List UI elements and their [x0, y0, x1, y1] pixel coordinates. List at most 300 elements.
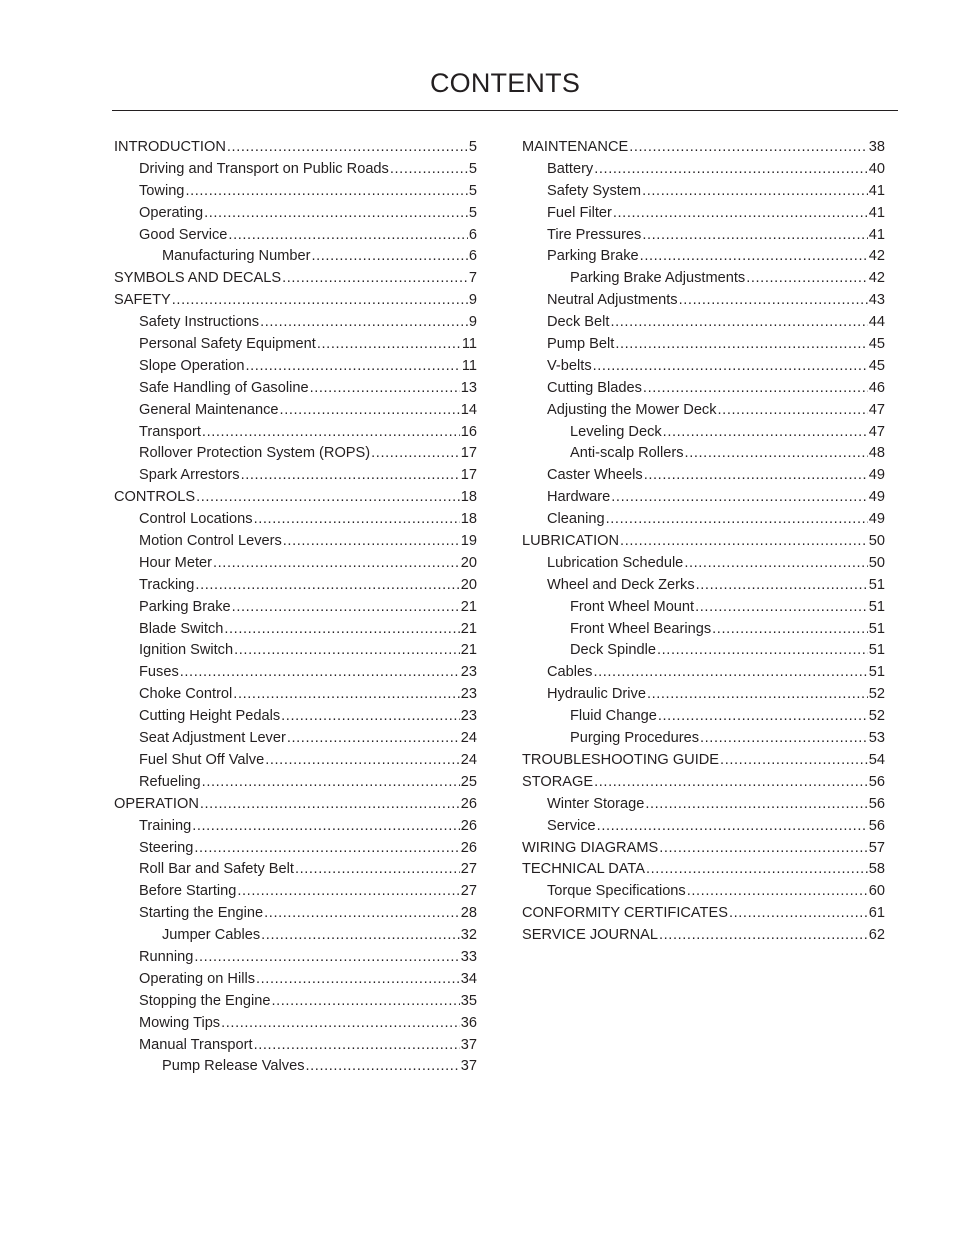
- toc-page-number: 49: [868, 511, 885, 528]
- toc-subsection-entry[interactable]: [114, 334, 477, 356]
- toc-page-number: 21: [460, 620, 477, 637]
- toc-subsection-entry[interactable]: [114, 969, 477, 991]
- toc-entry-title: Manual Transport: [139, 1036, 253, 1053]
- dot-leader: [663, 422, 868, 444]
- toc-subsection-entry[interactable]: [522, 487, 885, 509]
- dot-leader: [311, 246, 467, 268]
- dot-leader: [310, 378, 460, 400]
- toc-entry-title: Lubrication Schedule: [547, 554, 684, 571]
- toc-subsection-entry[interactable]: [114, 181, 477, 203]
- toc-subsection-entry[interactable]: [114, 378, 477, 400]
- toc-entry-title: Ignition Switch: [139, 642, 234, 659]
- toc-entry-title: Cleaning: [547, 511, 605, 528]
- toc-page-number: 20: [460, 576, 477, 593]
- toc-page-number: 6: [468, 248, 477, 265]
- toc-page-number: 11: [461, 357, 477, 374]
- toc-subsection-entry[interactable]: [522, 597, 885, 619]
- toc-subsection-entry[interactable]: [522, 443, 885, 465]
- toc-page-number: 43: [868, 292, 885, 309]
- toc-page-number: 62: [868, 927, 885, 944]
- toc-entry-title: Hydraulic Drive: [547, 686, 646, 703]
- toc-entry-title: Tire Pressures: [547, 226, 642, 243]
- toc-subsection-entry[interactable]: [114, 531, 477, 553]
- toc-subsection-entry[interactable]: [522, 268, 885, 290]
- toc-page-number: 5: [468, 160, 477, 177]
- dot-leader: [265, 750, 460, 772]
- toc-subsection-entry[interactable]: [522, 881, 885, 903]
- dot-leader: [657, 640, 868, 662]
- toc-entry-title: Pump Release Valves: [162, 1058, 305, 1075]
- toc-page-number: 49: [868, 467, 885, 484]
- toc-subsection-entry[interactable]: [114, 706, 477, 728]
- toc-subsection-entry[interactable]: [114, 312, 477, 334]
- toc-entry-title: Before Starting: [139, 883, 237, 900]
- toc-entry-title: Deck Spindle: [570, 642, 656, 659]
- dot-leader: [200, 794, 460, 816]
- toc-entry-title: CONTROLS: [114, 489, 196, 506]
- toc-page-number: 7: [468, 270, 477, 287]
- toc-entry-title: Blade Switch: [139, 620, 224, 637]
- toc-entry-title: Deck Belt: [547, 314, 610, 331]
- toc-entry-title: Purging Procedures: [570, 730, 699, 747]
- dot-leader: [280, 400, 460, 422]
- toc-page-number: 25: [460, 773, 477, 790]
- dot-leader: [610, 312, 867, 334]
- toc-page-number: 37: [460, 1058, 477, 1075]
- dot-leader: [746, 268, 868, 290]
- toc-section-entry[interactable]: [522, 772, 885, 794]
- dot-leader: [729, 903, 868, 925]
- dot-leader: [646, 859, 868, 881]
- toc-page-number: 11: [461, 336, 477, 353]
- toc-section-entry[interactable]: [114, 137, 477, 159]
- toc-section-entry[interactable]: [114, 290, 477, 312]
- toc-section-entry[interactable]: [522, 925, 885, 947]
- toc-subsection-entry[interactable]: [522, 159, 885, 181]
- dot-leader: [658, 706, 868, 728]
- toc-entry-title: Winter Storage: [547, 795, 645, 812]
- toc-page-number: 61: [868, 905, 885, 922]
- toc-page-number: 51: [868, 664, 885, 681]
- toc-subsection-entry[interactable]: [522, 575, 885, 597]
- toc-entry-title: Neutral Adjustments: [547, 292, 678, 309]
- dot-leader: [696, 575, 868, 597]
- toc-subsection-entry[interactable]: [522, 728, 885, 750]
- dot-leader: [593, 356, 868, 378]
- toc-subsection-entry[interactable]: [522, 553, 885, 575]
- dot-leader: [390, 159, 468, 181]
- toc-entry-title: Anti-scalp Rollers: [570, 445, 684, 462]
- toc-entry-title: Training: [139, 817, 192, 834]
- toc-page-number: 41: [868, 226, 885, 243]
- toc-page-number: 40: [868, 160, 885, 177]
- toc-page-number: 47: [868, 423, 885, 440]
- toc-subsection-entry[interactable]: [114, 159, 477, 181]
- toc-entry-title: SERVICE JOURNAL: [522, 927, 658, 944]
- toc-subsection-entry[interactable]: [522, 619, 885, 641]
- dot-leader: [180, 662, 460, 684]
- toc-entry-title: MAINTENANCE: [522, 139, 629, 155]
- toc-page-number: 60: [868, 883, 885, 900]
- dot-leader: [264, 903, 460, 925]
- toc-page-number: 42: [868, 270, 885, 287]
- toc-page-number: 9: [468, 314, 477, 331]
- toc-subsection-entry[interactable]: [522, 794, 885, 816]
- toc-entry-title: Choke Control: [139, 686, 233, 703]
- toc-entry-title: Hour Meter: [139, 554, 212, 571]
- dot-leader: [254, 509, 460, 531]
- dot-leader: [234, 640, 460, 662]
- toc-entry-title: Fuses: [139, 664, 179, 681]
- toc-subsection-entry[interactable]: [114, 947, 477, 969]
- dot-leader: [254, 1035, 460, 1057]
- toc-subsection-entry[interactable]: [522, 312, 885, 334]
- toc-page-number: 6: [468, 226, 477, 243]
- toc-subsection-entry[interactable]: [114, 509, 477, 531]
- toc-section-entry[interactable]: [522, 903, 885, 925]
- toc-subsection-entry[interactable]: [114, 816, 477, 838]
- toc-section-entry[interactable]: [114, 487, 477, 509]
- toc-entry-title: Safe Handling of Gasoline: [139, 379, 309, 396]
- toc-page-number: 5: [468, 182, 477, 199]
- toc-page-number: 52: [868, 686, 885, 703]
- toc-entry-title: Safety Instructions: [139, 314, 260, 331]
- toc-page-number: 13: [460, 379, 477, 396]
- toc-section-entry[interactable]: [522, 750, 885, 772]
- dot-leader: [282, 268, 468, 290]
- dot-leader: [213, 553, 460, 575]
- toc-page-number: 45: [868, 336, 885, 353]
- toc-subsection-entry[interactable]: [522, 640, 885, 662]
- toc-subsection-entry[interactable]: [114, 422, 477, 444]
- toc-entry-title: V-belts: [547, 357, 592, 374]
- dot-leader: [659, 925, 868, 947]
- dot-leader: [613, 203, 868, 225]
- toc-entry-title: Refueling: [139, 773, 201, 790]
- toc-entry-title: Cables: [547, 664, 593, 681]
- toc-entry-title: Front Wheel Bearings: [570, 620, 712, 637]
- toc-entry-title: Steering: [139, 839, 194, 856]
- toc-subsection-entry[interactable]: [522, 816, 885, 838]
- dot-leader: [720, 750, 868, 772]
- dot-leader: [260, 312, 468, 334]
- dot-leader: [317, 334, 461, 356]
- toc-page-number: 56: [868, 773, 885, 790]
- toc-entry-title: Fluid Change: [570, 708, 657, 725]
- toc-entry-title: SAFETY: [114, 292, 171, 309]
- dot-leader: [597, 816, 868, 838]
- dot-leader: [224, 619, 459, 641]
- toc-subsection-entry[interactable]: [114, 443, 477, 465]
- dot-leader: [642, 225, 867, 247]
- toc-entry-title: STORAGE: [522, 773, 594, 790]
- toc-subsection-entry[interactable]: [522, 400, 885, 422]
- toc-page-number: 26: [460, 817, 477, 834]
- toc-page-number: 46: [868, 379, 885, 396]
- toc-page-number: 48: [868, 445, 885, 462]
- toc-entry-title: Wheel and Deck Zerks: [547, 576, 695, 593]
- toc-page-number: 41: [868, 204, 885, 221]
- toc-entry-title: Seat Adjustment Lever: [139, 730, 286, 747]
- toc-page-number: 34: [460, 970, 477, 987]
- toc-page-number: 44: [868, 314, 885, 331]
- toc-subsection-entry[interactable]: [114, 203, 477, 225]
- toc-entry-title: Mowing Tips: [139, 1014, 221, 1031]
- toc-entry-title: LUBRICATION: [522, 533, 620, 550]
- dot-leader: [644, 465, 868, 487]
- toc-page-number: 50: [868, 533, 885, 550]
- toc-entry-title: WIRING DIAGRAMS: [522, 839, 659, 856]
- toc-page-number: 27: [460, 883, 477, 900]
- toc-subsection-entry[interactable]: [114, 750, 477, 772]
- toc-entry-title: Fuel Filter: [547, 204, 612, 221]
- toc-page-number: 42: [868, 248, 885, 265]
- dot-leader: [712, 619, 868, 641]
- toc-entry-title: Parking Brake: [547, 248, 639, 265]
- toc-section-entry[interactable]: [114, 794, 477, 816]
- toc-entry-title: Service: [547, 817, 596, 834]
- toc-entry-title: Driving and Transport on Public Roads: [139, 160, 389, 177]
- toc-page-number: 27: [460, 861, 477, 878]
- toc-entry-title: Spark Arrestors: [139, 467, 240, 484]
- dot-leader: [295, 859, 460, 881]
- toc-subsection-entry[interactable]: [522, 378, 885, 400]
- toc-subsection-entry[interactable]: [114, 465, 477, 487]
- toc-subsection-entry[interactable]: [114, 772, 477, 794]
- toc-subsection-entry[interactable]: [522, 181, 885, 203]
- dot-leader: [233, 684, 459, 706]
- dot-leader: [611, 487, 868, 509]
- toc-subsection-entry[interactable]: [522, 246, 885, 268]
- toc-page-number: 32: [460, 927, 477, 944]
- toc-page-number: 58: [868, 861, 885, 878]
- dot-leader: [371, 443, 460, 465]
- dot-leader: [620, 531, 868, 553]
- toc-page-number: 28: [460, 905, 477, 922]
- dot-leader: [684, 553, 867, 575]
- dot-leader: [172, 290, 468, 312]
- toc-subsection-entry[interactable]: [114, 356, 477, 378]
- toc-subsection-entry[interactable]: [522, 203, 885, 225]
- toc-subsection-entry[interactable]: [114, 925, 477, 947]
- toc-page-number: 19: [460, 533, 477, 550]
- toc-subsection-entry[interactable]: [114, 1056, 477, 1078]
- toc-subsection-entry[interactable]: [114, 728, 477, 750]
- toc-entry-title: Hardware: [547, 489, 611, 506]
- toc-entry-title: Operating on Hills: [139, 970, 255, 987]
- toc-entry-title: Front Wheel Mount: [570, 598, 695, 615]
- toc-subsection-entry[interactable]: [522, 334, 885, 356]
- toc-left-column: [114, 137, 477, 1078]
- toc-section-entry[interactable]: [522, 859, 885, 881]
- dot-leader: [594, 159, 868, 181]
- toc-section-entry[interactable]: [114, 268, 477, 290]
- toc-subsection-entry[interactable]: [114, 553, 477, 575]
- dot-leader: [202, 772, 460, 794]
- dot-leader: [594, 772, 868, 794]
- dot-leader: [287, 728, 460, 750]
- dot-leader: [629, 137, 868, 159]
- dot-leader: [718, 400, 868, 422]
- dot-leader: [695, 597, 868, 619]
- toc-subsection-entry[interactable]: [522, 465, 885, 487]
- toc-entry-title: Running: [139, 948, 194, 965]
- toc-subsection-entry[interactable]: [522, 662, 885, 684]
- dot-leader: [232, 597, 460, 619]
- dot-leader: [192, 816, 460, 838]
- toc-page-number: 17: [460, 467, 477, 484]
- toc-entry-title: Operating: [139, 204, 204, 221]
- toc-subsection-entry[interactable]: [522, 422, 885, 444]
- toc-subsection-entry[interactable]: [114, 246, 477, 268]
- toc-section-entry[interactable]: [522, 531, 885, 553]
- toc-page-number: 16: [460, 423, 477, 440]
- dot-leader: [227, 137, 468, 159]
- dot-leader: [196, 487, 460, 509]
- toc-subsection-entry[interactable]: [114, 838, 477, 860]
- toc-entry-title: Pump Belt: [547, 336, 615, 353]
- dot-leader: [185, 181, 467, 203]
- toc-page-number: 54: [868, 751, 885, 768]
- dot-leader: [202, 422, 460, 444]
- toc-subsection-entry[interactable]: [114, 1035, 477, 1057]
- dot-leader: [659, 838, 868, 860]
- dot-leader: [261, 925, 460, 947]
- toc-entry-title: Cutting Height Pedals: [139, 708, 281, 725]
- toc-subsection-entry[interactable]: [114, 1013, 477, 1035]
- dot-leader: [271, 991, 459, 1013]
- toc-subsection-entry[interactable]: [114, 881, 477, 903]
- dot-leader: [647, 684, 868, 706]
- toc-page-number: 5: [468, 204, 477, 221]
- toc-page-number: 37: [460, 1036, 477, 1053]
- toc-entry-title: INTRODUCTION: [114, 139, 226, 155]
- dot-leader: [281, 706, 460, 728]
- toc-page-number: 23: [460, 664, 477, 681]
- toc-subsection-entry[interactable]: [114, 640, 477, 662]
- toc-page-number: 50: [868, 554, 885, 571]
- toc-page-number: 21: [460, 598, 477, 615]
- toc-entry-title: TROUBLESHOOTING GUIDE: [522, 751, 720, 768]
- dot-leader: [687, 881, 868, 903]
- toc-page-number: 38: [868, 139, 885, 155]
- dot-leader: [245, 356, 460, 378]
- toc-subsection-entry[interactable]: [114, 903, 477, 925]
- dot-leader: [237, 881, 459, 903]
- toc-entry-title: Parking Brake: [139, 598, 231, 615]
- toc-page-number: 47: [868, 401, 885, 418]
- toc-entry-title: Tracking: [139, 576, 195, 593]
- toc-page-number: 14: [460, 401, 477, 418]
- toc-subsection-entry[interactable]: [522, 225, 885, 247]
- title-divider: [112, 110, 898, 111]
- toc-entry-title: Transport: [139, 423, 201, 440]
- toc-entry-title: Fuel Shut Off Valve: [139, 751, 265, 768]
- toc-page-number: 51: [868, 642, 885, 659]
- toc-page-number: 5: [468, 139, 477, 155]
- toc-entry-title: Torque Specifications: [547, 883, 686, 900]
- toc-entry-title: Safety System: [547, 182, 642, 199]
- toc-subsection-entry[interactable]: [114, 859, 477, 881]
- toc-entry-title: SYMBOLS AND DECALS: [114, 270, 282, 287]
- dot-leader: [642, 181, 868, 203]
- toc-subsection-entry[interactable]: [114, 619, 477, 641]
- toc-subsection-entry[interactable]: [114, 575, 477, 597]
- toc-page-number: 52: [868, 708, 885, 725]
- dot-leader: [679, 290, 868, 312]
- toc-page-number: 23: [460, 708, 477, 725]
- toc-entry-title: Good Service: [139, 226, 228, 243]
- dot-leader: [685, 443, 868, 465]
- dot-leader: [194, 838, 459, 860]
- toc-entry-title: Rollover Protection System (ROPS): [139, 445, 371, 462]
- toc-page-number: 17: [460, 445, 477, 462]
- toc-entry-title: Starting the Engine: [139, 905, 264, 922]
- toc-page-number: 20: [460, 554, 477, 571]
- toc-entry-title: Roll Bar and Safety Belt: [139, 861, 294, 878]
- dot-leader: [221, 1013, 460, 1035]
- toc-section-entry[interactable]: [522, 137, 885, 159]
- dot-leader: [645, 794, 867, 816]
- toc-page-number: 56: [868, 817, 885, 834]
- toc-entry-title: Leveling Deck: [570, 423, 662, 440]
- toc-page-number: 9: [468, 292, 477, 309]
- dot-leader: [593, 662, 867, 684]
- toc-subsection-entry[interactable]: [522, 356, 885, 378]
- toc-subsection-entry[interactable]: [522, 509, 885, 531]
- toc-page-number: 36: [460, 1014, 477, 1031]
- toc-subsection-entry[interactable]: [114, 991, 477, 1013]
- toc-page-number: 26: [460, 795, 477, 812]
- toc-entry-title: Motion Control Levers: [139, 533, 282, 550]
- dot-leader: [615, 334, 867, 356]
- toc-subsection-entry[interactable]: [522, 706, 885, 728]
- toc-entry-title: Parking Brake Adjustments: [570, 270, 746, 287]
- dot-leader: [194, 947, 459, 969]
- toc-entry-title: Caster Wheels: [547, 467, 643, 484]
- toc-entry-title: Battery: [547, 160, 594, 177]
- toc-subsection-entry[interactable]: [522, 290, 885, 312]
- toc-page-number: 24: [460, 730, 477, 747]
- dot-leader: [640, 246, 868, 268]
- toc-entry-title: Personal Safety Equipment: [139, 336, 316, 353]
- dot-leader: [195, 575, 459, 597]
- toc-entry-title: Towing: [139, 182, 185, 199]
- toc-subsection-entry[interactable]: [114, 400, 477, 422]
- toc-entry-title: OPERATION: [114, 795, 199, 812]
- toc-subsection-entry[interactable]: [114, 225, 477, 247]
- toc-page-number: 51: [868, 620, 885, 637]
- dot-leader: [256, 969, 460, 991]
- toc-subsection-entry[interactable]: [522, 684, 885, 706]
- toc-page-number: 35: [460, 992, 477, 1009]
- toc-page-number: 51: [868, 576, 885, 593]
- toc-section-entry[interactable]: [522, 838, 885, 860]
- toc-page-number: 26: [460, 839, 477, 856]
- toc-subsection-entry[interactable]: [114, 662, 477, 684]
- toc-page-number: 18: [460, 511, 477, 528]
- toc-subsection-entry[interactable]: [114, 597, 477, 619]
- toc-page-number: 41: [868, 182, 885, 199]
- toc-entry-title: Cutting Blades: [547, 379, 642, 396]
- toc-entry-title: CONFORMITY CERTIFICATES: [522, 905, 728, 922]
- dot-leader: [700, 728, 868, 750]
- toc-page-number: 24: [460, 751, 477, 768]
- dot-leader: [606, 509, 868, 531]
- toc-page-number: 23: [460, 686, 477, 703]
- toc-subsection-entry[interactable]: [114, 684, 477, 706]
- toc-page-number: 53: [868, 730, 885, 747]
